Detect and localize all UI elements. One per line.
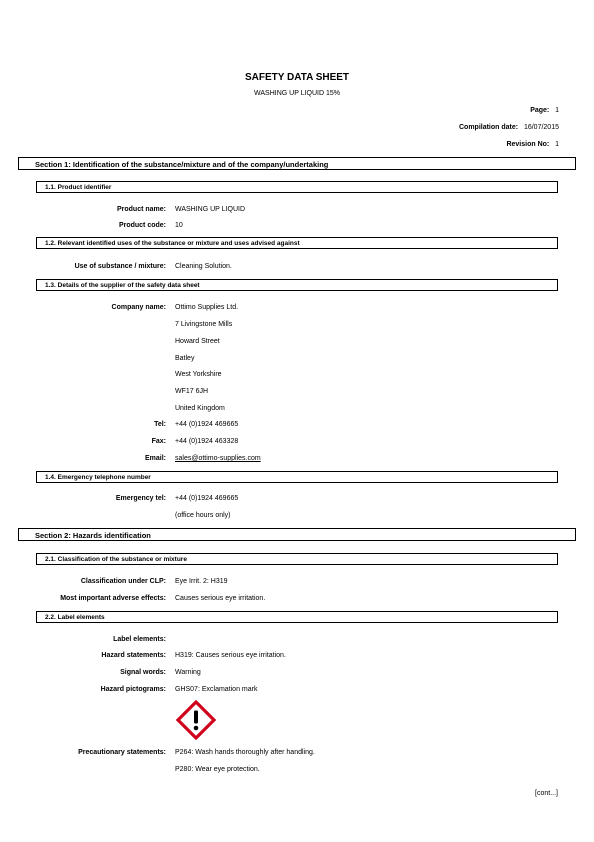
emergency-note: (office hours only) bbox=[175, 512, 231, 519]
subsection-1-1-header: 1.1. Product identifier bbox=[36, 181, 558, 193]
clp-classification-value: Eye Irrit. 2: H319 bbox=[175, 578, 228, 585]
signal-words-label: Signal words: bbox=[120, 669, 166, 676]
page-number bbox=[530, 107, 559, 114]
product-name-value: WASHING UP LIQUID bbox=[175, 206, 246, 213]
hazard-statements-value: H319: Causes serious eye irritation. bbox=[175, 652, 286, 659]
product-name-label: Product name: bbox=[116, 206, 166, 213]
address-line: West Yorkshire bbox=[175, 371, 222, 378]
address-line: United Kingdom bbox=[175, 405, 225, 412]
use-value: Cleaning Solution. bbox=[175, 263, 232, 270]
emergency-tel-label: Emergency tel: bbox=[115, 495, 166, 502]
section-2-header: Section 2: Hazards identification bbox=[18, 528, 576, 541]
fax-value: +44 (0)1924 463328 bbox=[175, 438, 239, 445]
clp-classification-label: Classification under CLP: bbox=[80, 578, 166, 585]
product-code-value: 10 bbox=[175, 222, 183, 229]
tel-label: Tel: bbox=[154, 421, 166, 428]
hazard-pictograms-label: Hazard pictograms: bbox=[100, 686, 166, 693]
address-line: Howard Street bbox=[175, 338, 220, 345]
hazard-statements-label: Hazard statements: bbox=[101, 652, 166, 659]
label-elements-label: Label elements: bbox=[113, 636, 166, 643]
revision-label: Revision No: bbox=[506, 141, 550, 148]
revision-number bbox=[506, 141, 559, 148]
page-value: 1 bbox=[555, 107, 559, 114]
continued-marker: [cont...] bbox=[535, 790, 558, 797]
tel-value: +44 (0)1924 469665 bbox=[175, 421, 239, 428]
product-code-label: Product code: bbox=[118, 222, 166, 229]
fax-label: Fax: bbox=[151, 438, 166, 445]
adverse-effects-label: Most important adverse effects: bbox=[60, 595, 166, 602]
signal-words-value: Warning bbox=[175, 669, 201, 676]
email-label: Email: bbox=[144, 455, 166, 462]
address-line: 7 Livingstone Mills bbox=[175, 321, 233, 328]
subsection-2-2-header: 2.2. Label elements bbox=[36, 611, 558, 623]
address-line: Ottimo Supplies Ltd. bbox=[175, 304, 239, 311]
emergency-tel-value: +44 (0)1924 469665 bbox=[175, 495, 239, 502]
subsection-1-4-header: 1.4. Emergency telephone number bbox=[36, 471, 558, 483]
subsection-2-1-header: 2.1. Classification of the substance or mixture bbox=[36, 553, 558, 565]
section-1-header: Section 1: Identification of the substance/mixture and of the company/undertaking bbox=[18, 157, 576, 170]
email-link[interactable]: sales@ottimo-supplies.com bbox=[175, 455, 261, 462]
precautionary-statement: P264: Wash hands thoroughly after handling. bbox=[175, 749, 315, 756]
revision-value: 1 bbox=[555, 141, 559, 148]
compilation-label: Compilation date: bbox=[458, 124, 519, 131]
precautionary-statements-label: Precautionary statements: bbox=[78, 749, 166, 756]
address-line: Batley bbox=[175, 355, 195, 362]
address-line: WF17 6JH bbox=[175, 388, 209, 395]
hazard-pictograms-value: GHS07: Exclamation mark bbox=[175, 686, 258, 693]
document-title: SAFETY DATA SHEET bbox=[244, 72, 350, 83]
use-label: Use of substance / mixture: bbox=[74, 263, 166, 270]
page-label: Page: bbox=[530, 107, 550, 114]
subsection-1-3-header: 1.3. Details of the supplier of the safety data sheet bbox=[36, 279, 558, 291]
compilation-date bbox=[459, 124, 559, 131]
adverse-effects-value: Causes serious eye irritation. bbox=[175, 595, 266, 602]
subsection-1-2-header: 1.2. Relevant identified uses of the substance or mixture and uses advised against bbox=[36, 237, 558, 249]
company-name-label: Company name: bbox=[111, 304, 166, 311]
precautionary-statement: P280: Wear eye protection. bbox=[175, 766, 260, 773]
compilation-value: 16/07/2015 bbox=[523, 124, 559, 131]
exclamation-mark-diamond-icon bbox=[176, 700, 216, 740]
document-subtitle: WASHING UP LIQUID 15% bbox=[254, 90, 340, 97]
